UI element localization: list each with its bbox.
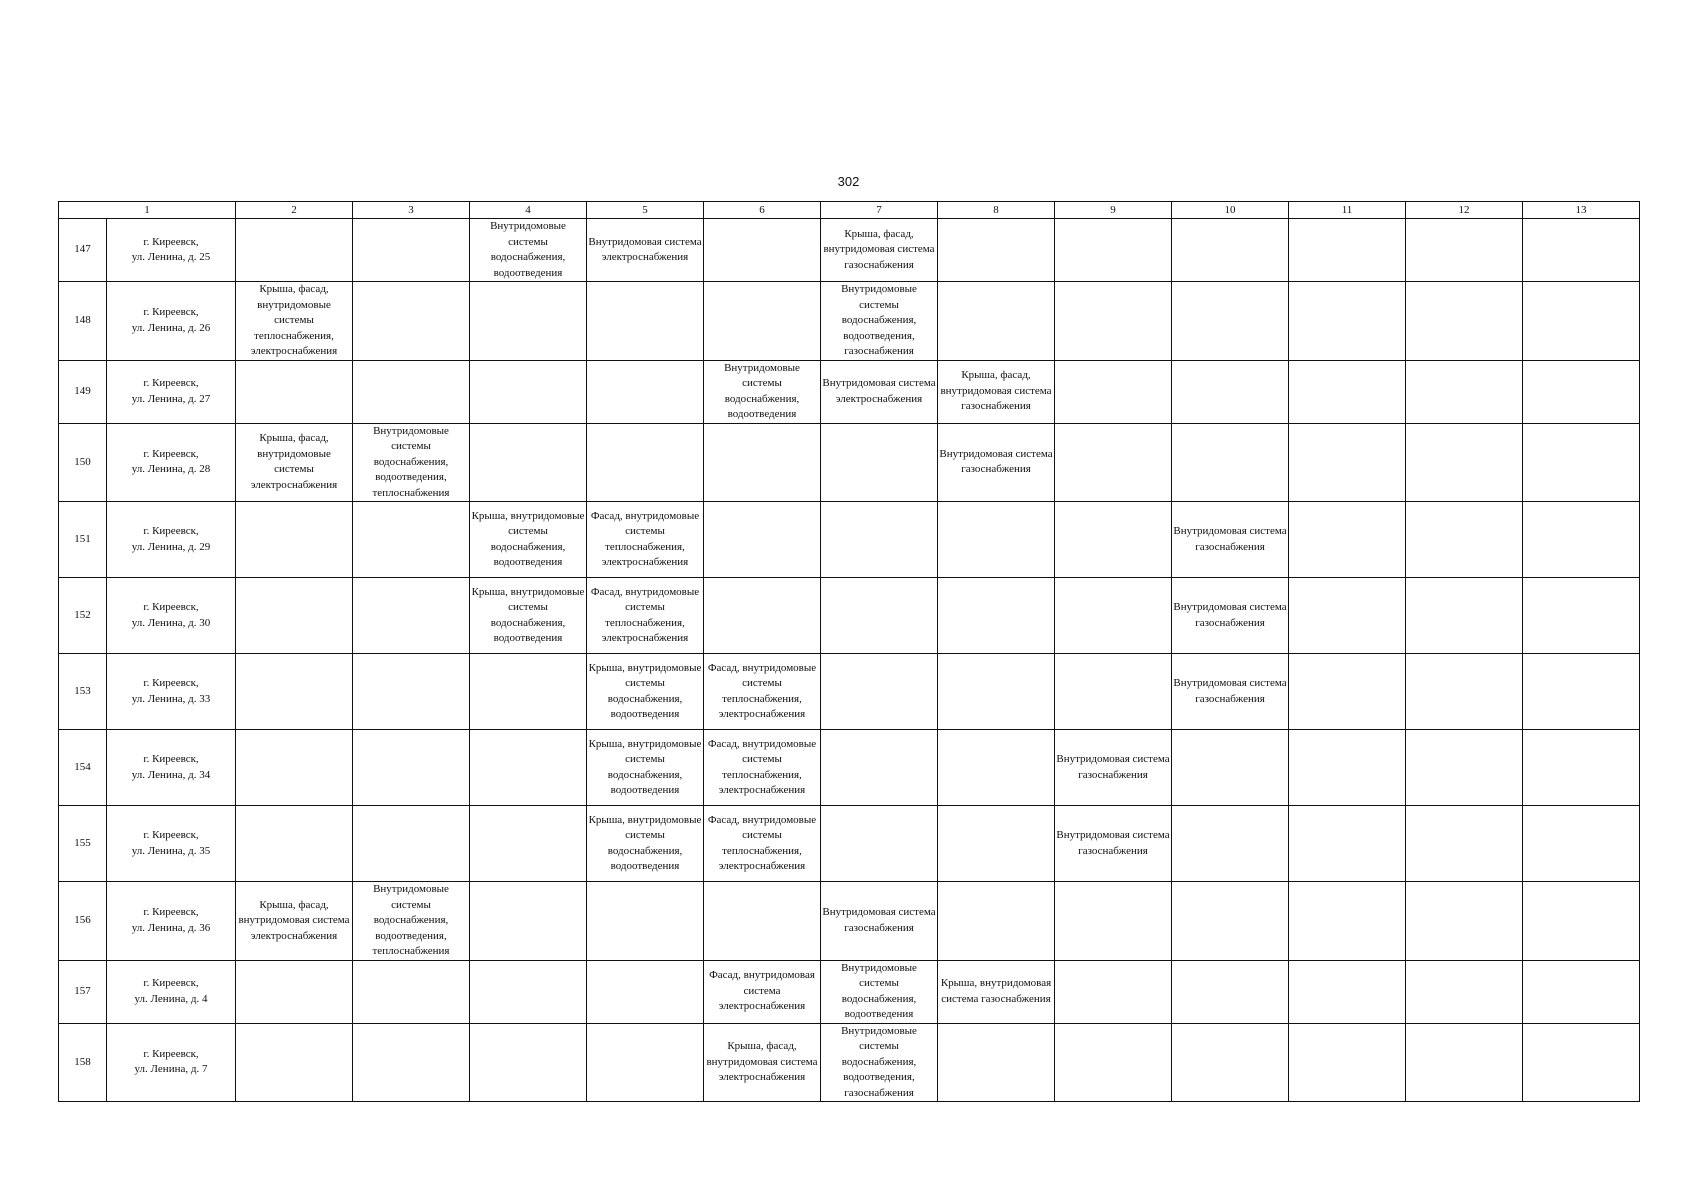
column-header: 2 bbox=[236, 202, 353, 219]
work-cell bbox=[821, 654, 938, 730]
table-row bbox=[59, 502, 1640, 578]
work-cell bbox=[1055, 219, 1172, 282]
work-cell bbox=[821, 730, 938, 806]
work-cell bbox=[821, 502, 938, 578]
column-header: 12 bbox=[1406, 202, 1523, 219]
row-number: 151 bbox=[59, 502, 107, 578]
work-cell: Внутридомовая система электроснабжения bbox=[821, 360, 938, 423]
address-cell bbox=[107, 806, 236, 882]
work-cell bbox=[1523, 578, 1640, 654]
work-cell bbox=[470, 423, 587, 502]
work-cell bbox=[353, 578, 470, 654]
table-body bbox=[59, 202, 1640, 1102]
work-cell bbox=[938, 502, 1055, 578]
work-cell: Крыша, фасад, внутридомовая система газоснабжения bbox=[938, 360, 1055, 423]
work-cell bbox=[1289, 1023, 1406, 1102]
row-number: 155 bbox=[59, 806, 107, 882]
work-cell bbox=[236, 502, 353, 578]
work-cell bbox=[1172, 730, 1289, 806]
header-row bbox=[59, 202, 1640, 219]
column-header: 8 bbox=[938, 202, 1055, 219]
work-cell: Крыша, внутридомовая система газоснабжения bbox=[938, 960, 1055, 1023]
work-cell: Крыша, фасад, внутридомовая система электроснабжения bbox=[704, 1023, 821, 1102]
work-cell bbox=[704, 219, 821, 282]
work-cell: Фасад, внутридомовые системы теплоснабжения, электроснабжения bbox=[704, 730, 821, 806]
work-cell bbox=[704, 282, 821, 361]
work-cell bbox=[353, 219, 470, 282]
work-cell: Крыша, внутридомовые системы водоснабжения, водоотведения bbox=[470, 578, 587, 654]
work-cell bbox=[236, 578, 353, 654]
work-cell bbox=[236, 1023, 353, 1102]
table-row bbox=[59, 960, 1640, 1023]
address-city: г. Киреевск, bbox=[143, 447, 199, 460]
work-cell bbox=[1406, 423, 1523, 502]
work-cell: Внутридомовые системы водоснабжения, водоотведения bbox=[704, 360, 821, 423]
work-cell bbox=[1523, 654, 1640, 730]
work-cell: Внутридомовая система газоснабжения bbox=[1172, 654, 1289, 730]
work-cell: Внутридомовые системы водоснабжения, водоотведения bbox=[470, 219, 587, 282]
work-cell bbox=[587, 423, 704, 502]
work-cell bbox=[1406, 578, 1523, 654]
row-number: 156 bbox=[59, 882, 107, 961]
work-cell bbox=[938, 882, 1055, 961]
column-header: 1 bbox=[59, 202, 236, 219]
table-row bbox=[59, 423, 1640, 502]
work-cell bbox=[1523, 882, 1640, 961]
work-cell bbox=[587, 1023, 704, 1102]
work-cell: Крыша, фасад, внутридомовая система газоснабжения bbox=[821, 219, 938, 282]
address-cell bbox=[107, 882, 236, 961]
address-city: г. Киреевск, bbox=[143, 829, 199, 841]
work-cell: Фасад, внутридомовые системы теплоснабжения, электроснабжения bbox=[587, 578, 704, 654]
work-cell bbox=[1523, 502, 1640, 578]
row-number: 158 bbox=[59, 1023, 107, 1102]
table-row bbox=[59, 730, 1640, 806]
work-cell bbox=[236, 806, 353, 882]
address-city: г. Киреевск, bbox=[143, 677, 199, 689]
work-cell bbox=[1406, 730, 1523, 806]
work-cell bbox=[470, 960, 587, 1023]
table-row bbox=[59, 882, 1640, 961]
work-cell bbox=[1055, 282, 1172, 361]
work-cell bbox=[1055, 578, 1172, 654]
work-cell bbox=[236, 960, 353, 1023]
work-cell bbox=[704, 502, 821, 578]
work-cell bbox=[470, 654, 587, 730]
address-street: ул. Ленина, д. 27 bbox=[131, 392, 211, 405]
work-cell bbox=[1406, 219, 1523, 282]
table-row bbox=[59, 1023, 1640, 1102]
work-cell bbox=[1172, 806, 1289, 882]
address-street: ул. Ленина, д. 35 bbox=[131, 844, 211, 857]
work-cell bbox=[587, 282, 704, 361]
address-cell bbox=[107, 1023, 236, 1102]
row-number: 149 bbox=[59, 360, 107, 423]
work-cell bbox=[1406, 960, 1523, 1023]
work-cell bbox=[938, 730, 1055, 806]
work-cell: Крыша, внутридомовые системы водоснабжения, водоотведения bbox=[470, 502, 587, 578]
address-street: ул. Ленина, д. 34 bbox=[131, 768, 211, 781]
work-cell bbox=[236, 730, 353, 806]
work-cell: Внутридомовая система электроснабжения bbox=[587, 219, 704, 282]
work-cell bbox=[353, 960, 470, 1023]
work-cell bbox=[821, 423, 938, 502]
address-city: г. Киреевск, bbox=[143, 377, 199, 389]
work-cell: Фасад, внутридомовые системы теплоснабжения, электроснабжения bbox=[704, 654, 821, 730]
column-header: 9 bbox=[1055, 202, 1172, 219]
address-cell bbox=[107, 730, 236, 806]
work-cell: Внутридомовые системы водоснабжения, водоотведения, теплоснабжения bbox=[353, 882, 470, 961]
address-city: г. Киреевск, bbox=[143, 306, 199, 319]
column-header: 11 bbox=[1289, 202, 1406, 219]
work-cell bbox=[1523, 1023, 1640, 1102]
work-cell bbox=[1523, 730, 1640, 806]
work-cell bbox=[1289, 360, 1406, 423]
work-cell bbox=[1523, 219, 1640, 282]
work-cell bbox=[1406, 282, 1523, 361]
address-city: г. Киреевск, bbox=[143, 525, 199, 537]
work-cell bbox=[704, 882, 821, 961]
column-header: 4 bbox=[470, 202, 587, 219]
work-cell: Фасад, внутридомовая система электроснабжения bbox=[704, 960, 821, 1023]
work-cell bbox=[1172, 360, 1289, 423]
work-cell: Крыша, фасад, внутридомовая система электроснабжения bbox=[236, 882, 353, 961]
address-street: ул. Ленина, д. 26 bbox=[131, 321, 211, 334]
column-header: 5 bbox=[587, 202, 704, 219]
row-number: 153 bbox=[59, 654, 107, 730]
work-cell bbox=[353, 654, 470, 730]
work-cell bbox=[1406, 654, 1523, 730]
work-cell: Крыша, внутридомовые системы водоснабжения, водоотведения bbox=[587, 730, 704, 806]
work-cell bbox=[1523, 806, 1640, 882]
work-cell bbox=[470, 1023, 587, 1102]
work-cell: Внутридомовая система газоснабжения bbox=[1055, 730, 1172, 806]
work-cell bbox=[1172, 1023, 1289, 1102]
work-cell bbox=[1523, 282, 1640, 361]
work-cell bbox=[470, 882, 587, 961]
table-row bbox=[59, 219, 1640, 282]
work-cell: Внутридомовая система газоснабжения bbox=[1172, 502, 1289, 578]
address-cell bbox=[107, 423, 236, 502]
work-cell bbox=[1289, 578, 1406, 654]
column-header: 13 bbox=[1523, 202, 1640, 219]
address-street: ул. Ленина, д. 25 bbox=[131, 251, 211, 263]
work-cell bbox=[236, 360, 353, 423]
work-cell: Внутридомовая система газоснабжения bbox=[938, 423, 1055, 502]
address-cell bbox=[107, 219, 236, 282]
address-street: ул. Ленина, д. 33 bbox=[131, 692, 211, 705]
work-cell bbox=[1406, 360, 1523, 423]
work-cell: Внутридомовая система газоснабжения bbox=[1055, 806, 1172, 882]
address-street: ул. Ленина, д. 28 bbox=[131, 463, 211, 476]
work-cell bbox=[1289, 806, 1406, 882]
work-cell bbox=[236, 219, 353, 282]
work-cell bbox=[1172, 423, 1289, 502]
row-number: 152 bbox=[59, 578, 107, 654]
work-cell: Крыша, фасад, внутридомовые системы электроснабжения bbox=[236, 423, 353, 502]
address-street: ул. Ленина, д. 29 bbox=[131, 540, 211, 553]
work-cell bbox=[1523, 360, 1640, 423]
work-cell bbox=[470, 730, 587, 806]
work-cell bbox=[587, 360, 704, 423]
work-cell bbox=[821, 578, 938, 654]
work-cell bbox=[1289, 282, 1406, 361]
work-cell bbox=[470, 360, 587, 423]
row-number: 148 bbox=[59, 282, 107, 361]
address-street: ул. Ленина, д. 30 bbox=[131, 616, 211, 629]
work-cell: Внутридомовые системы водоснабжения, водоотведения, газоснабжения bbox=[821, 1023, 938, 1102]
work-cell bbox=[353, 806, 470, 882]
work-cell: Внутридомовые системы водоснабжения, водоотведения, теплоснабжения bbox=[353, 423, 470, 502]
work-cell bbox=[1289, 882, 1406, 961]
work-cell bbox=[1055, 502, 1172, 578]
column-header: 6 bbox=[704, 202, 821, 219]
row-number: 154 bbox=[59, 730, 107, 806]
work-cell bbox=[938, 282, 1055, 361]
address-city: г. Киреевск, bbox=[143, 977, 199, 989]
table-row bbox=[59, 282, 1640, 361]
schedule-table bbox=[58, 201, 1640, 1102]
address-city: г. Киреевск, bbox=[143, 235, 199, 248]
address-cell bbox=[107, 360, 236, 423]
work-cell bbox=[1172, 882, 1289, 961]
address-city: г. Киреевск, bbox=[143, 753, 199, 765]
work-cell bbox=[1172, 219, 1289, 282]
work-cell bbox=[1055, 654, 1172, 730]
address-street: ул. Ленина, д. 7 bbox=[134, 1063, 208, 1076]
work-cell: Внутридомовые системы водоснабжения, водоотведения, газоснабжения bbox=[821, 282, 938, 361]
work-cell bbox=[1406, 806, 1523, 882]
work-cell bbox=[470, 282, 587, 361]
work-cell bbox=[938, 578, 1055, 654]
column-header: 10 bbox=[1172, 202, 1289, 219]
work-cell bbox=[1406, 1023, 1523, 1102]
address-cell bbox=[107, 960, 236, 1023]
table-row bbox=[59, 578, 1640, 654]
work-cell bbox=[1055, 360, 1172, 423]
work-cell bbox=[1289, 654, 1406, 730]
page-number: 302 bbox=[837, 174, 860, 189]
work-cell bbox=[353, 502, 470, 578]
work-cell bbox=[1523, 960, 1640, 1023]
work-cell: Внутридомовая система газоснабжения bbox=[1172, 578, 1289, 654]
work-cell: Крыша, фасад, внутридомовые системы теплоснабжения, электроснабжения bbox=[236, 282, 353, 361]
row-number: 150 bbox=[59, 423, 107, 502]
address-street: ул. Ленина, д. 36 bbox=[131, 921, 211, 934]
table-row bbox=[59, 654, 1640, 730]
work-cell bbox=[938, 806, 1055, 882]
address-cell bbox=[107, 502, 236, 578]
column-header: 3 bbox=[353, 202, 470, 219]
work-cell bbox=[704, 423, 821, 502]
work-cell bbox=[938, 654, 1055, 730]
table-row bbox=[59, 806, 1640, 882]
work-cell bbox=[1406, 882, 1523, 961]
work-cell bbox=[236, 654, 353, 730]
row-number: 157 bbox=[59, 960, 107, 1023]
address-street: ул. Ленина, д. 4 bbox=[134, 992, 208, 1005]
work-cell bbox=[587, 882, 704, 961]
work-cell bbox=[1289, 730, 1406, 806]
table-row bbox=[59, 360, 1640, 423]
work-cell bbox=[1289, 960, 1406, 1023]
column-header: 7 bbox=[821, 202, 938, 219]
work-cell bbox=[1406, 502, 1523, 578]
work-cell bbox=[470, 806, 587, 882]
work-cell bbox=[938, 219, 1055, 282]
work-cell bbox=[1172, 960, 1289, 1023]
work-cell bbox=[1172, 282, 1289, 361]
work-cell: Внутридомовые системы водоснабжения, водоотведения bbox=[821, 960, 938, 1023]
work-cell bbox=[704, 578, 821, 654]
work-cell: Крыша, внутридомовые системы водоснабжения, водоотведения bbox=[587, 806, 704, 882]
work-cell: Фасад, внутридомовые системы теплоснабжения, электроснабжения bbox=[704, 806, 821, 882]
work-cell bbox=[1289, 423, 1406, 502]
work-cell: Крыша, внутридомовые системы водоснабжения, водоотведения bbox=[587, 654, 704, 730]
work-cell: Фасад, внутридомовые системы теплоснабжения, электроснабжения bbox=[587, 502, 704, 578]
work-cell bbox=[1055, 882, 1172, 961]
address-cell bbox=[107, 578, 236, 654]
address-city: г. Киреевск, bbox=[143, 906, 199, 919]
address-city: г. Киреевск, bbox=[143, 601, 199, 613]
work-cell bbox=[1055, 960, 1172, 1023]
work-cell bbox=[587, 960, 704, 1023]
work-cell bbox=[821, 806, 938, 882]
row-number: 147 bbox=[59, 219, 107, 282]
address-city: г. Киреевск, bbox=[143, 1047, 199, 1060]
address-cell bbox=[107, 654, 236, 730]
work-cell bbox=[353, 1023, 470, 1102]
work-cell bbox=[353, 730, 470, 806]
work-cell bbox=[353, 282, 470, 361]
work-cell bbox=[1055, 423, 1172, 502]
work-cell bbox=[1055, 1023, 1172, 1102]
work-cell bbox=[938, 1023, 1055, 1102]
work-cell bbox=[1289, 219, 1406, 282]
address-cell bbox=[107, 282, 236, 361]
work-cell bbox=[1289, 502, 1406, 578]
work-cell: Внутридомовая система газоснабжения bbox=[821, 882, 938, 961]
work-cell bbox=[353, 360, 470, 423]
work-cell bbox=[1523, 423, 1640, 502]
